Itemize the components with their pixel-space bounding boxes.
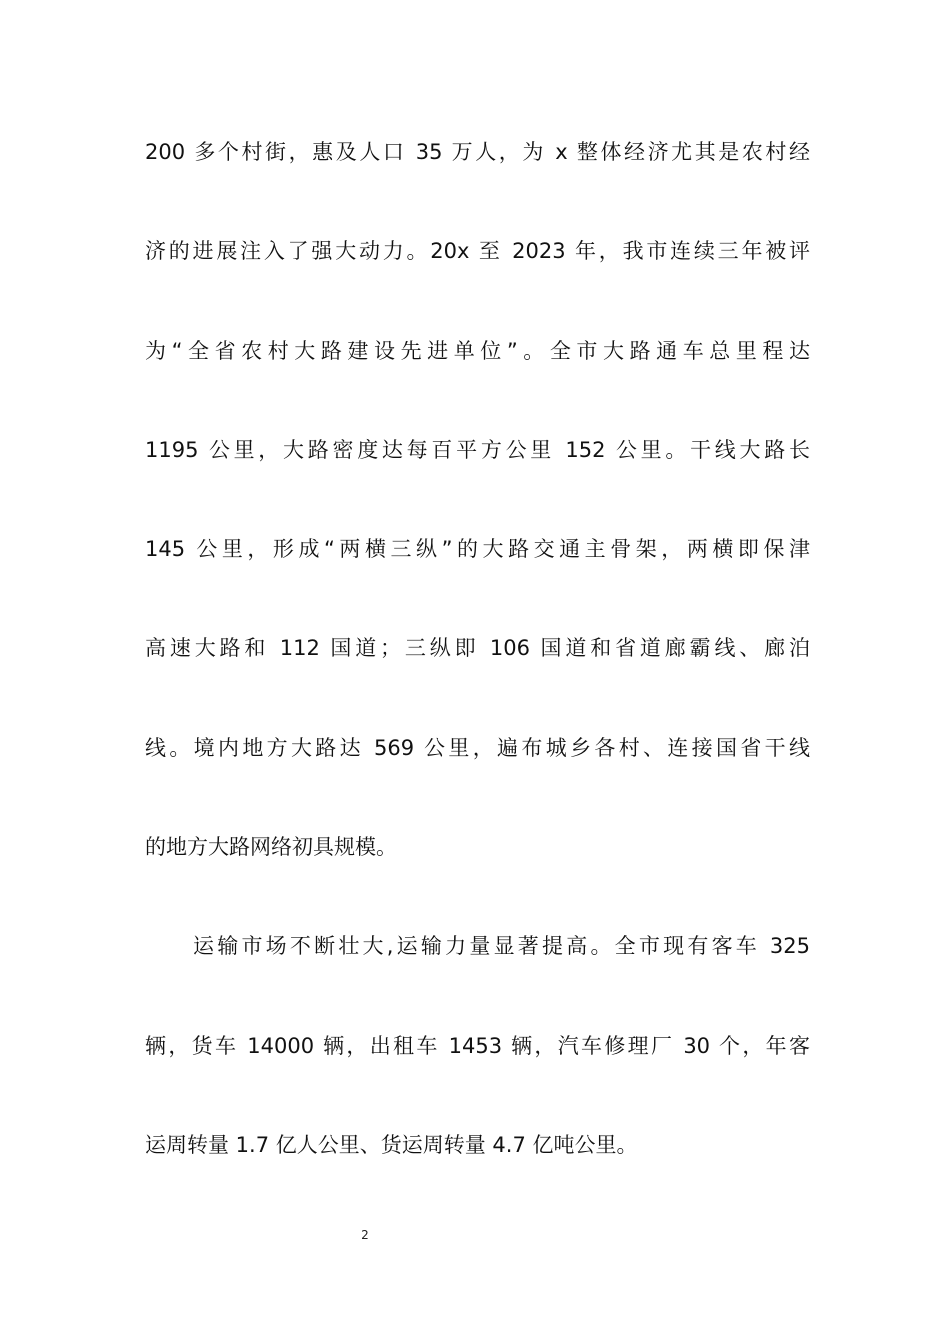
text-line: 145 公里，形成“两横三纵”的大路交通主骨架，两横即保津 (145, 537, 810, 562)
text-line: 线。境内地方大路达 569 公里，遍布城乡各村、连接国省干线 (145, 735, 810, 760)
text-line: 运输市场不断壮大,运输力量显著提高。全市现有客车 325 (193, 934, 810, 959)
text-line: 200 多个村街，惠及人口 35 万人，为 x 整体经济尤其是农村经 (145, 140, 810, 164)
paragraph (145, 127, 810, 921)
page-number: 2 (361, 1228, 369, 1242)
text-line: 辆，货车 14000 辆，出租车 1453 辆，汽车修理厂 30 个，年客 (145, 1033, 810, 1058)
paragraph (145, 921, 810, 1219)
text-line: 济的进展注入了强大动力。20x 至 2023 年，我市连续三年被评 (145, 239, 810, 264)
text-line: 运周转量 1.7 亿人公里、货运周转量 4.7 亿吨公里。 (145, 1132, 638, 1157)
text-line: 1195 公里，大路密度达每百平方公里 152 公里。干线大路长 (145, 437, 810, 462)
text-line: 的地方大路网络初具规模。 (145, 835, 397, 860)
text-line: 高速大路和 112 国道；三纵即 106 国道和省道廊霸线、廊泊 (145, 636, 810, 661)
text-line: 为“全省农村大路建设先进单位”。全市大路通车总里程达 (145, 338, 810, 363)
document-body (145, 127, 810, 1219)
